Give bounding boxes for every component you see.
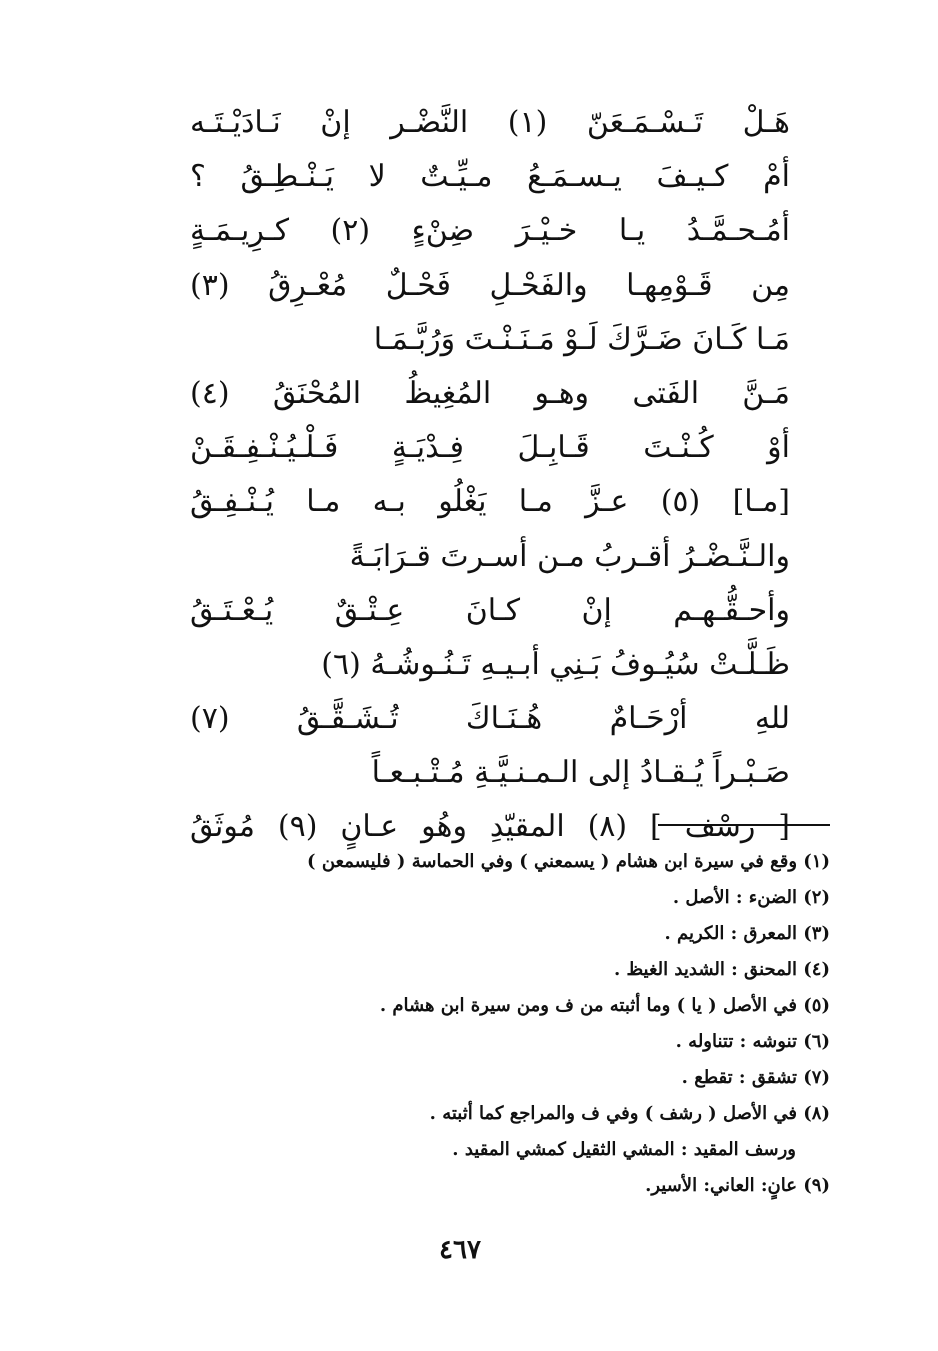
verse-line: ظَـلَّـتْ سُيُـوفُ بَـنِي أبـيـهِ تَـنُـوشُـهُ (٦) bbox=[321, 646, 790, 682]
verse-line: أمْ كـيـفَ يـسـمَـعُ مـيِّـتٌ لا يَـنْـطِـقُ ؟ bbox=[190, 159, 790, 195]
verse-line: مَـا كَـانَ ضَـرَّكَ لَـوْ مَـنَـنْـتَ وَرُبَّـمَـا bbox=[373, 321, 790, 357]
footnote-divider bbox=[658, 824, 830, 826]
footnote-item: (٩) عانٍ: العاني: الأسير. bbox=[645, 1175, 830, 1196]
verse-line: والـنَّـضْـرُ أقـربُ مـن أسـرتَ قـرَابَـةً bbox=[349, 538, 790, 574]
footnote-item: (٥) في الأصل ( يا ) وما أثبته من ف ومن سيرة ابن هشام . bbox=[379, 995, 830, 1016]
footnote-item: (٧) تشقق : تقطع . bbox=[681, 1067, 830, 1088]
verse-line: [مـا] (٥) عـزَّ مـا يَغْلُو بـه مـا يُـنْـفِـقُ bbox=[190, 484, 790, 520]
verse-line: [ رسْف ] (٨) المقيّدِ وهُو عـانٍ (٩) مُوثَقُ bbox=[190, 809, 790, 845]
poem-block bbox=[190, 96, 790, 855]
verse-line: أمُـحـمَّـدُ يـا خـيْـرَ ضِنْءٍ (٢) كـرِيـمَـةٍ bbox=[190, 213, 790, 249]
footnote-item: (٦) تنوشه : تتناوله . bbox=[675, 1031, 830, 1052]
footnote-item: (٨) في الأصل ( رشف ) وفي ف والمراجع كما أثبته . bbox=[429, 1103, 830, 1124]
footnote-item: (٤) المحنق : الشديد الغيظ . bbox=[613, 959, 830, 980]
verse-line: وأحـقُّـهـم إنْ كـانَ عِـتْـقٌ يُـعْـتَـقُ bbox=[190, 592, 790, 628]
footnotes-block bbox=[280, 844, 830, 1204]
verse-line: أوْ كُـنْـتَ قَـابِـلَ فِـدْيَـةٍ فَـلْـيُـنْـفِـقَـنْ bbox=[190, 430, 790, 466]
verse-line: صَـبْـراً يُـقـادُ إلى الـمـنـيَّـةِ مُـتْـبـعـاً bbox=[371, 755, 790, 791]
verse-line: مَـنَّ الفَتى وهـو المُغِيظُ المُحْنَقُ (٤) bbox=[190, 375, 790, 411]
footnote-item: ورسف المقيد : المشي الثقيل كمشي المقيد . bbox=[452, 1139, 796, 1160]
verse-line: للهِ أرْحَـامٌ هُـنَـاكَ تُـشَـقَّـقُ (٧) bbox=[190, 701, 790, 737]
verse-line: مِن قَـوْمِهـا والفَحْـلِ فَحْـلٌ مُعْـرِقُ (٣) bbox=[190, 267, 790, 303]
footnote-item: (١) وقع في سيرة ابن هشام ( يسمعني ) وفي الحماسة ( فليسمعن ) bbox=[307, 851, 830, 872]
footnote-item: (٣) المعرق : الكريم . bbox=[664, 923, 830, 944]
footnote-item: (٢) الضنء : الأصل . bbox=[672, 887, 830, 908]
verse-line: هَـلْ تَـسْـمَـعَنّ (١) النَّضْـر إنْ نَـادَيْـتَـه bbox=[190, 105, 790, 140]
page-number: ٤٦٧ bbox=[439, 1235, 481, 1265]
